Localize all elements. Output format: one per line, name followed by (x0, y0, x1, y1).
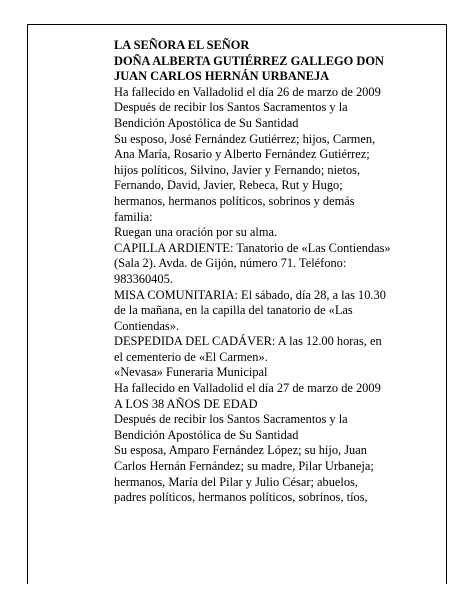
obituary-line: Contiendas». (114, 318, 180, 333)
obituary-column (114, 38, 426, 506)
obituary-line: Bendición Apostólica de Su Santidad (114, 427, 299, 442)
obituary-line: hijos políticos, Silvino, Javier y Fernando; nietos, (114, 162, 361, 177)
obituary-body (114, 85, 426, 506)
obituary-line: Ha fallecido en Valladolid el día 27 de marzo de 2009 (114, 381, 381, 396)
obituary-line: hermanos, hermanos políticos, sobrinos y demás (114, 193, 355, 208)
obituary-line: el cementerio de «El Carmen». (114, 349, 268, 364)
heading-line-3: JUAN CARLOS HERNÁN URBANEJA (114, 69, 330, 84)
obituary-line: DESPEDIDA DEL CADÁVER: A las 12.00 horas, en (114, 334, 382, 349)
obituary-line: Su esposa, Amparo Fernández López; su hijo, Juan (114, 443, 367, 458)
obituary-line: Su esposo, José Fernández Gutiérrez; hijos, Carmen, (114, 131, 376, 146)
obituary-line: Ha fallecido en Valladolid el día 26 de marzo de 2009 (114, 84, 381, 99)
obituary-line: Bendición Apostólica de Su Santidad (114, 115, 299, 130)
obituary-line: Fernando, David, Javier, Rebeca, Rut y Hugo; (114, 178, 343, 193)
obituary-line: Ruegan una oración por su alma. (114, 225, 278, 240)
obituary-line: Después de recibir los Santos Sacramentos y la (114, 412, 348, 427)
obituary-line: 983360405. (114, 271, 173, 286)
obituary-line: padres políticos, hermanos políticos, sobrinos, tíos, (114, 490, 368, 505)
obituary-line: Carlos Hernán Fernández; su madre, Pilar Urbaneja; (114, 459, 374, 474)
obituary-line: familia: (114, 209, 153, 224)
obituary-line: A LOS 38 AÑOS DE EDAD (114, 396, 258, 411)
obituary-line: «Nevasa» Funeraria Municipal (114, 365, 268, 380)
obituary-line: hermanos, María del Pilar y Julio César; abuelos, (114, 474, 358, 489)
heading-line-2: DOÑA ALBERTA GUTIÉRREZ GALLEGO DON (114, 53, 384, 68)
obituary-line: CAPILLA ARDIENTE: Tanatorio de «Las Contiendas» (114, 240, 391, 255)
obituary-line: Después de recibir los Santos Sacramentos y la (114, 100, 348, 115)
obituary-line: Ana María, Rosario y Alberto Fernández Gutiérrez; (114, 147, 370, 162)
obituary-line: MISA COMUNITARIA: El sábado, día 28, a las 10.30 (114, 287, 386, 302)
heading-line-1: LA SEÑORA EL SEÑOR (114, 38, 250, 52)
obituary-line: de la mañana, en la capilla del tanatorio de «Las (114, 303, 353, 318)
obituary-line: (Sala 2). Avda. de Gijón, número 71. Teléfono: (114, 256, 347, 271)
